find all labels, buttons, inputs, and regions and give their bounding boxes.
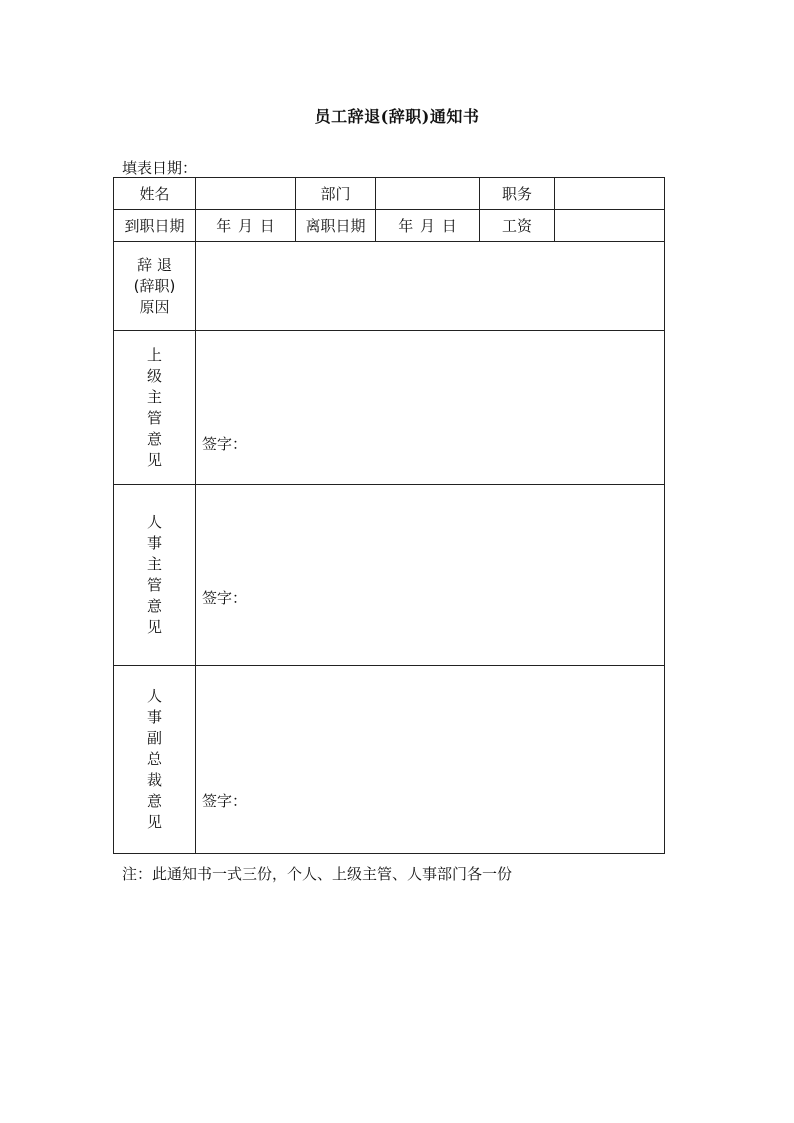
label-char: 意: [146, 429, 162, 448]
leave-date-label: 离职日期: [296, 210, 376, 242]
hr-vp-opinion-field[interactable]: [196, 666, 665, 854]
department-label: 部门: [296, 178, 376, 210]
label-char: 上: [146, 345, 162, 364]
form-row-reason: [114, 242, 665, 331]
reason-label-line: 原因: [139, 297, 170, 316]
form-row-hr-manager-opinion: [114, 485, 665, 666]
form-row-basic-info: [114, 178, 665, 210]
label-char: 主: [146, 387, 162, 406]
hr-manager-opinion-label: [114, 485, 196, 666]
label-char: 见: [146, 813, 162, 831]
position-field[interactable]: [555, 178, 665, 210]
label-char: 主: [146, 555, 162, 573]
hr-vp-signature-label: 签字：: [202, 792, 248, 810]
name-label: 姓名: [114, 178, 196, 210]
label-char: 管: [146, 408, 162, 427]
form-row-supervisor-opinion: [114, 331, 665, 485]
label-char: 见: [146, 450, 162, 469]
reason-label-line: (辞职): [133, 276, 176, 295]
label-char: 意: [146, 597, 162, 615]
salary-field[interactable]: [555, 210, 665, 242]
label-char: 事: [146, 534, 162, 552]
form-row-dates: [114, 210, 665, 242]
hr-manager-signature-label: 签字：: [202, 589, 248, 607]
label-char: 见: [146, 618, 162, 636]
reason-label-line: 辞 退: [137, 255, 172, 274]
supervisor-signature-label: 签字：: [202, 435, 248, 453]
footnote: 注：此通知书一式三份，个人、上级主管、人事部门各一份: [122, 865, 513, 883]
reason-label: [114, 242, 196, 331]
form-row-hr-vp-opinion: [114, 666, 665, 854]
position-label: 职务: [480, 178, 555, 210]
label-char: 裁: [146, 771, 162, 789]
reason-field[interactable]: [196, 242, 665, 331]
supervisor-opinion-label: [114, 331, 196, 485]
label-char: 总: [146, 750, 162, 768]
label-char: 副: [146, 729, 162, 747]
hr-vp-opinion-label: [114, 666, 196, 854]
department-field[interactable]: [376, 178, 480, 210]
label-char: 级: [146, 366, 162, 385]
label-char: 人: [146, 687, 162, 705]
label-char: 事: [146, 708, 162, 726]
leave-date-field[interactable]: 年 月 日: [376, 210, 480, 242]
document-title: 员工辞退(辞职)通知书: [314, 107, 480, 126]
supervisor-opinion-field[interactable]: [196, 331, 665, 485]
fill-date-label: 填表日期：: [122, 159, 198, 177]
notice-form-table: [113, 177, 665, 854]
label-char: 意: [146, 792, 162, 810]
hire-date-field[interactable]: 年 月 日: [196, 210, 296, 242]
hr-manager-opinion-field[interactable]: [196, 485, 665, 666]
salary-label: 工资: [480, 210, 555, 242]
label-char: 管: [146, 576, 162, 594]
hire-date-label: 到职日期: [114, 210, 196, 242]
label-char: 人: [146, 513, 162, 531]
name-field[interactable]: [196, 178, 296, 210]
